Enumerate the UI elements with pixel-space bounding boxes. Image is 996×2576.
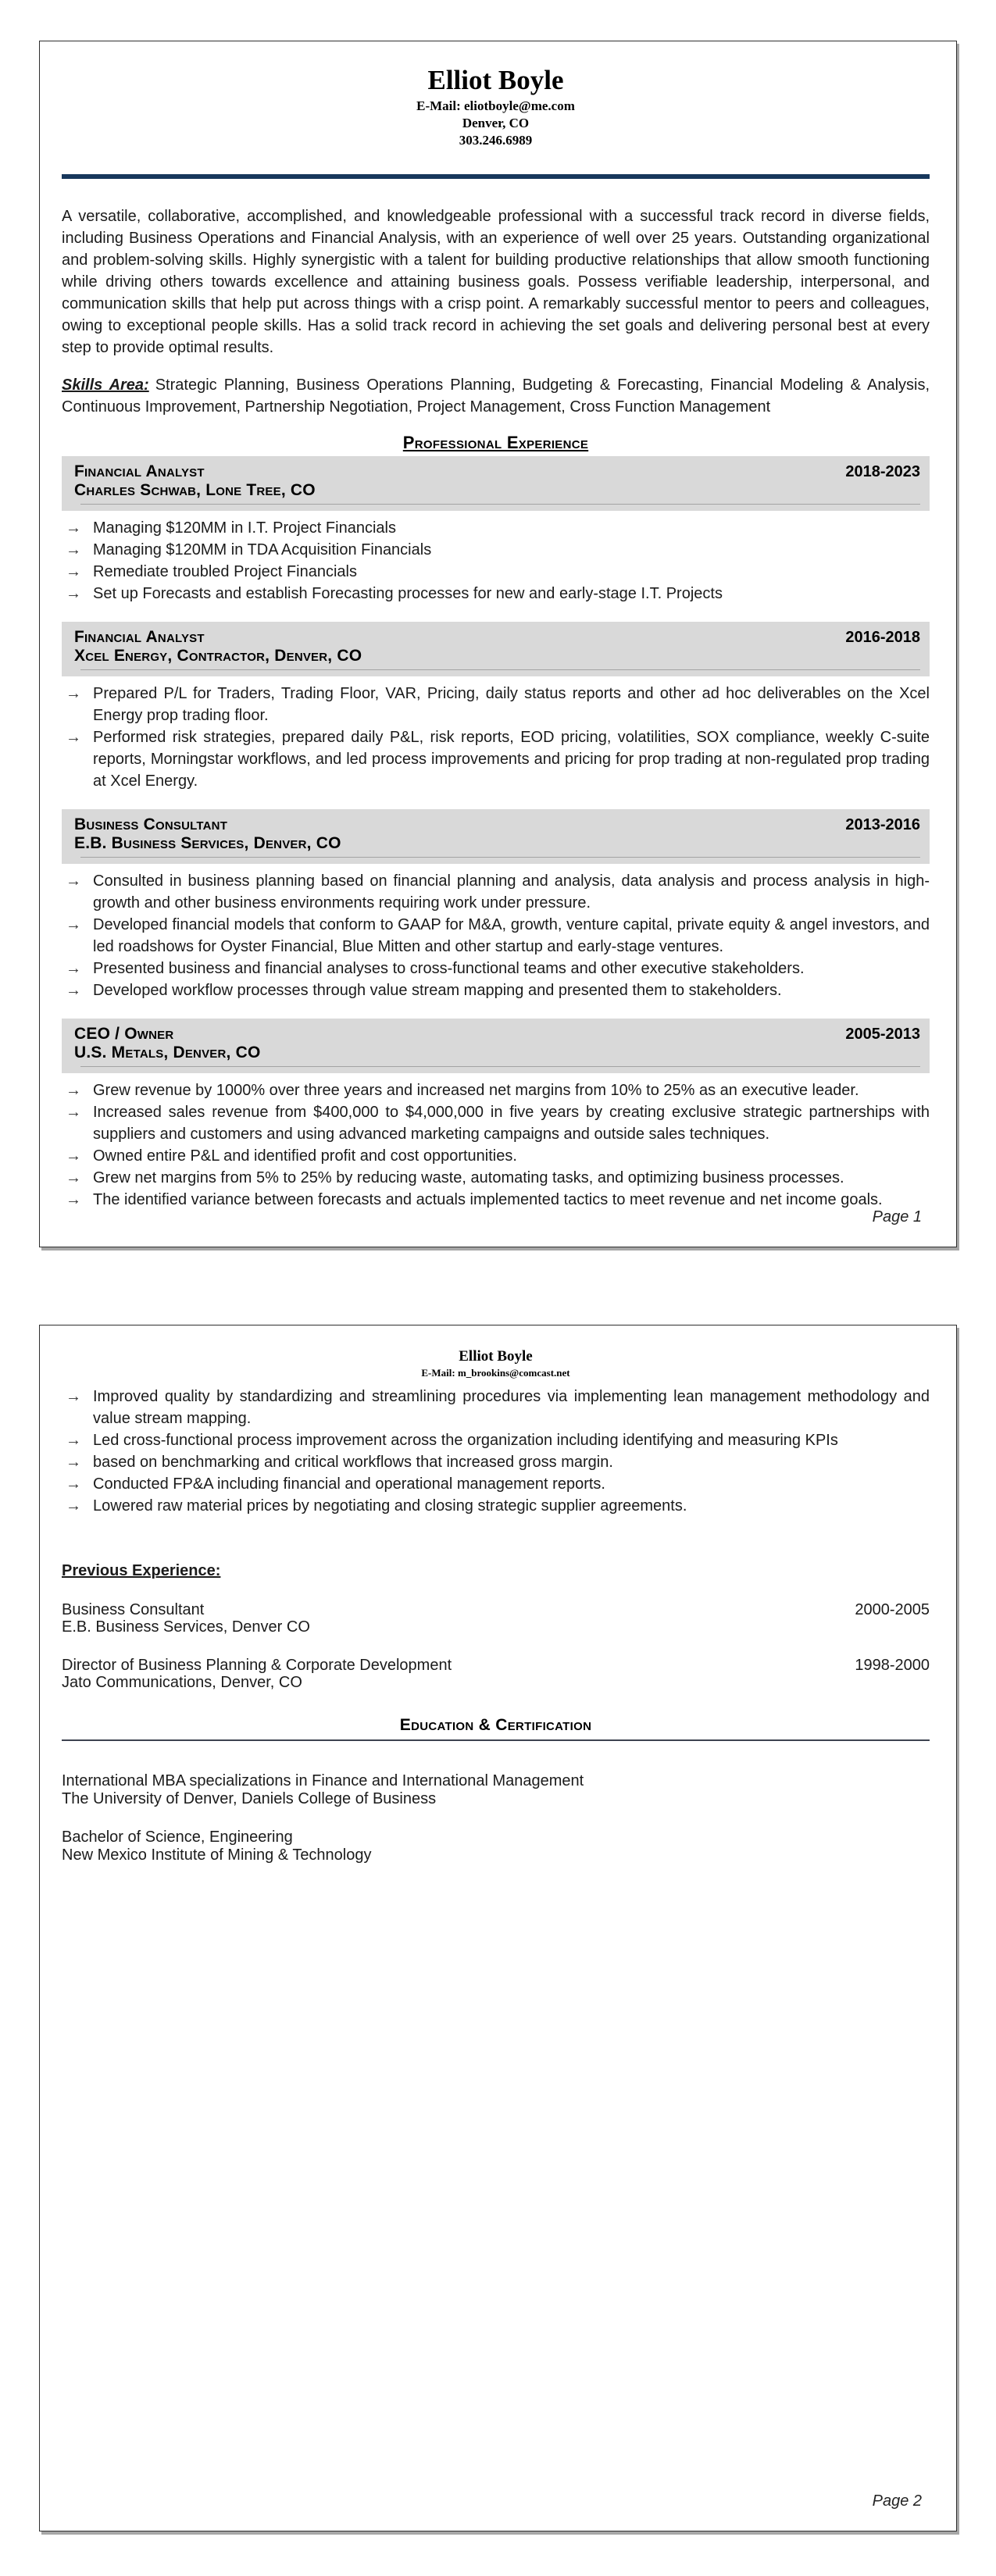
bullet-text: Set up Forecasts and establish Forecasting processes for new and early-stage I.T. Projects [93, 585, 723, 602]
bullet-item [62, 1189, 930, 1211]
previous-title: Business Consultant [62, 1601, 205, 1618]
job-header-divider [80, 857, 920, 864]
bullet-text: Managing $120MM in I.T. Project Financials [93, 519, 396, 537]
bullet-text: Grew net margins from 5% to 25% by reducing waste, automating tasks, and optimizing business processes. [93, 1169, 844, 1186]
candidate-email: E-Mail: eliotboyle@me.com [416, 98, 575, 113]
job-dates: 2005-2013 [845, 1026, 920, 1043]
previous-company: E.B. Business Services, Denver CO [62, 1618, 310, 1636]
candidate-location: Denver, CO [462, 116, 530, 130]
skills-label: Skills Area: [62, 376, 149, 394]
resume-page-1 [39, 41, 957, 1247]
arrow-bullet-icon: → [66, 1082, 81, 1099]
job-title: CEO / Owner [74, 1025, 174, 1043]
section-heading-professional-experience [62, 433, 930, 455]
arrow-bullet-icon: → [66, 541, 81, 558]
arrow-bullet-icon: → [66, 563, 81, 580]
job-header-divider [80, 1066, 920, 1073]
resume-page-2 [39, 1325, 957, 2531]
bullet-text: Conducted FP&A including financial and operational management reports. [93, 1475, 605, 1493]
bullet-text: Presented business and financial analyses to cross-functional teams and other executive stakeholders. [93, 960, 805, 977]
bullet-list [62, 517, 930, 605]
section-heading-education [62, 1716, 930, 1736]
bullet-text: Developed workflow processes through value stream mapping and presented them to stakeholders. [93, 982, 782, 999]
arrow-bullet-icon: → [66, 872, 81, 890]
skills-paragraph [62, 374, 930, 418]
job-dates: 2016-2018 [845, 629, 920, 646]
bullet-text: Remediate troubled Project Financials [93, 563, 357, 580]
arrow-bullet-icon: → [66, 916, 81, 933]
job-section-4 [62, 1019, 930, 1211]
bullet-item [62, 517, 930, 539]
previous-entry-2 [62, 1657, 930, 1691]
arrow-bullet-icon: → [66, 685, 81, 702]
bullet-list [62, 870, 930, 1001]
bullet-item [62, 1145, 930, 1167]
bullet-item [62, 1079, 930, 1101]
previous-title: Director of Business Planning & Corporate Development [62, 1657, 452, 1674]
header-divider-rule [62, 174, 930, 179]
arrow-bullet-icon: → [66, 585, 81, 602]
education-entry-1 [62, 1772, 930, 1808]
education-school: The University of Denver, Daniels College of Business [62, 1790, 437, 1807]
job-dates: 2013-2016 [845, 816, 920, 833]
candidate-name: Elliot Boyle [459, 1348, 533, 1365]
job-header [62, 622, 930, 676]
bullet-item [62, 1101, 930, 1145]
candidate-email: E-Mail: m_brookins@comcast.net [421, 1367, 570, 1379]
bullet-text: Developed financial models that conform to GAAP for M&A, growth, venture capital, private equity & angel investors, and led roadshows for Oyster Financial, Blue Mitten and other startup and early-stage ventures. [93, 916, 930, 955]
job-title: Financial Analyst [74, 628, 205, 646]
education-divider-rule [62, 1739, 930, 1741]
summary-paragraph: A versatile, collaborative, accomplished, and knowledgeable professional with a successful track record in diverse fields, including Business Operations and Financial Analysis, with an experience of well over 25 years. Outstanding organizational and problem-solving skills. Highly synergistic with a talent for building productive relationships that allow smooth functioning while driving others towards excellence and attaining business goals. Possess verifiable leadership, interpersonal, and communication skills that help put across things with a crisp point. A remarkably successful mentor to peers and colleagues, owing to exceptional people skills. Has a solid track record in achieving the set goals and delivering personal best at every step to provide optimal results. [62, 208, 930, 356]
arrow-bullet-icon: → [66, 1388, 81, 1405]
bullet-item [62, 561, 930, 583]
job-company: Xcel Energy, Contractor, Denver, CO [74, 647, 362, 665]
bullet-item [62, 539, 930, 561]
bullet-item [62, 979, 930, 1001]
previous-entry-row [62, 1601, 930, 1618]
bullet-item [62, 958, 930, 979]
arrow-bullet-icon: → [66, 1475, 81, 1493]
job-header [62, 809, 930, 864]
arrow-bullet-icon: → [66, 1454, 81, 1471]
bullet-item [62, 914, 930, 958]
bullet-item [62, 726, 930, 792]
job-header-row [74, 1025, 920, 1044]
candidate-name: Elliot Boyle [427, 65, 564, 95]
bullet-list [62, 1386, 930, 1517]
bullet-item [62, 1386, 930, 1429]
bullet-text: Improved quality by standardizing and streamlining procedures via implementing lean management methodology and value stream mapping. [93, 1388, 930, 1427]
job-section-1 [62, 456, 930, 605]
section-heading-text: Professional Experience [402, 433, 589, 452]
education-school: New Mexico Institute of Mining & Technology [62, 1846, 372, 1864]
job-header [62, 456, 930, 511]
bullet-text: based on benchmarking and critical workflows that increased gross margin. [93, 1454, 613, 1471]
arrow-bullet-icon: → [66, 519, 81, 537]
job-section-2 [62, 622, 930, 792]
education-degree: Bachelor of Science, Engineering [62, 1829, 293, 1846]
bullet-item [62, 1451, 930, 1473]
previous-entry-1 [62, 1601, 930, 1636]
bullet-item [62, 583, 930, 605]
bullet-text: Increased sales revenue from $400,000 to $4,000,000 in five years by creating exclusive strategic partnerships with suppliers and customers and using advanced marketing campaigns and outside sales techniques. [93, 1104, 930, 1143]
job-header [62, 1019, 930, 1073]
bullet-text: Performed risk strategies, prepared daily P&L, risk reports, EOD pricing, volatilities, SOX compliance, weekly C-suite reports, Morningstar workflows, and led process improvements and pricing for prop trading at non-regulated prop trading at Xcel Energy. [93, 729, 930, 790]
bullet-list [62, 1079, 930, 1211]
candidate-phone: 303.246.6989 [459, 133, 533, 148]
bullet-text: Led cross-functional process improvement across the organization including identifying and measuring KPIs [93, 1432, 838, 1449]
arrow-bullet-icon: → [66, 1147, 81, 1165]
arrow-bullet-icon: → [66, 982, 81, 999]
bullet-item [62, 1473, 930, 1495]
bullet-text: Managing $120MM in TDA Acquisition Financials [93, 541, 432, 558]
bullet-text: The identified variance between forecasts and actuals implemented tactics to meet revenue and net income goals. [93, 1191, 883, 1208]
bullet-text: Consulted in business planning based on financial planning and analysis, data analysis and process analysis in high-growth and other business environments requiring work under pressure. [93, 872, 930, 912]
arrow-bullet-icon: → [66, 1191, 81, 1208]
bullet-item [62, 1167, 930, 1189]
bullet-item [62, 683, 930, 726]
job-company: U.S. Metals, Denver, CO [74, 1044, 261, 1061]
previous-company: Jato Communications, Denver, CO [62, 1674, 302, 1691]
job-header-row [74, 628, 920, 647]
job-title: Business Consultant [74, 815, 228, 833]
bullet-item [62, 870, 930, 914]
bullet-item [62, 1495, 930, 1517]
previous-entry-row [62, 1657, 930, 1674]
page-number: Page 1 [872, 1208, 922, 1226]
bullet-item [62, 1429, 930, 1451]
education-degree: International MBA specializations in Finance and International Management [62, 1772, 584, 1789]
previous-dates: 2000-2005 [855, 1601, 930, 1618]
skills-text: Strategic Planning, Business Operations Planning, Budgeting & Forecasting, Financial Modeling & Analysis, Continuous Improvement, Partnership Negotiation, Project Management, Cross Function Management [62, 376, 930, 416]
job-title: Financial Analyst [74, 462, 205, 480]
arrow-bullet-icon: → [66, 960, 81, 977]
education-entry-2 [62, 1829, 930, 1864]
section-heading-text: Education & Certification [399, 1716, 592, 1734]
bullet-text: Prepared P/L for Traders, Trading Floor, VAR, Pricing, daily status reports and other ad hoc deliverables on the Xcel Energy prop trading floor. [93, 685, 930, 724]
arrow-bullet-icon: → [66, 1169, 81, 1186]
job-company: Charles Schwab, Lone Tree, CO [74, 481, 316, 499]
arrow-bullet-icon: → [66, 1432, 81, 1449]
job-header-divider [80, 669, 920, 676]
arrow-bullet-icon: → [66, 1497, 81, 1515]
bullet-list [62, 683, 930, 792]
job-header-divider [80, 504, 920, 511]
arrow-bullet-icon: → [66, 1104, 81, 1121]
previous-experience-heading: Previous Experience: [62, 1562, 221, 1579]
bullet-text: Owned entire P&L and identified profit and cost opportunities. [93, 1147, 517, 1165]
bullet-text: Grew revenue by 1000% over three years and increased net margins from 10% to 25% as an executive leader. [93, 1082, 859, 1099]
page-number: Page 2 [872, 2492, 922, 2510]
job-header-row [74, 815, 920, 834]
job-dates: 2018-2023 [845, 463, 920, 480]
job-company: E.B. Business Services, Denver, CO [74, 834, 341, 852]
previous-dates: 1998-2000 [855, 1657, 930, 1674]
arrow-bullet-icon: → [66, 729, 81, 746]
job-section-3 [62, 809, 930, 1001]
bullet-text: Lowered raw material prices by negotiating and closing strategic supplier agreements. [93, 1497, 687, 1515]
job-header-row [74, 462, 920, 481]
